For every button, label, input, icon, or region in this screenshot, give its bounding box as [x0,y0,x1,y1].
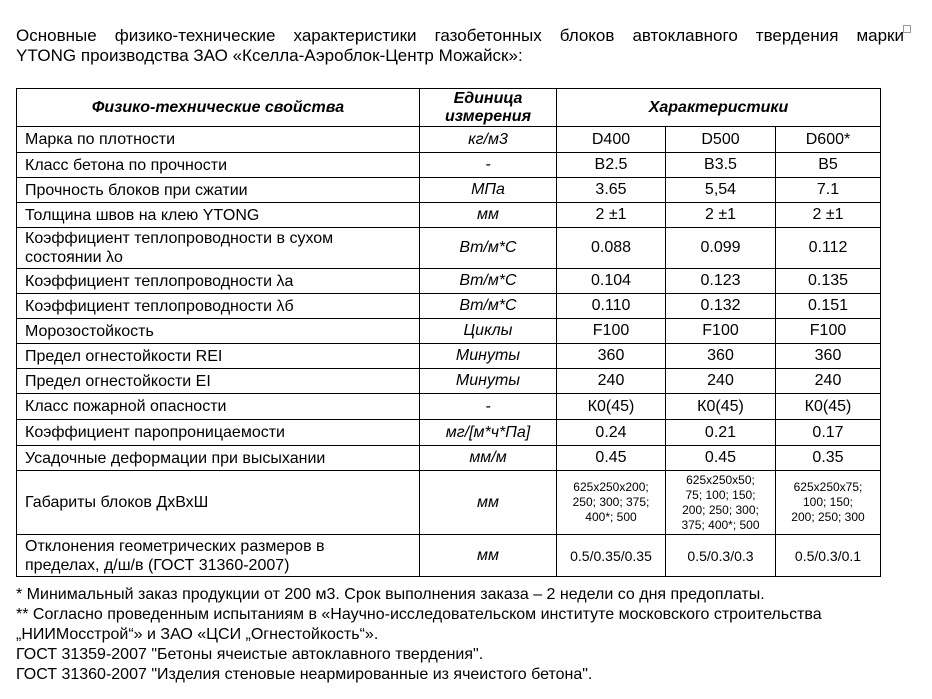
row-value-3: 0.35 [776,446,881,471]
row-unit: Вт/м*С [420,269,557,294]
row-value-3: 7.1 [776,178,881,203]
row-unit: Минуты [420,369,557,394]
row-value-3 [776,471,881,535]
row-unit: мм [420,471,557,535]
table-row [17,153,881,178]
row-value-2: К0(45) [666,394,776,420]
row-property: Класс пожарной опасности [17,394,420,420]
row-unit: - [420,394,557,420]
row-property: Толщина швов на клею YTONG [17,203,420,228]
row-value-2: 0.132 [666,294,776,319]
intro-line-1: Основные физико-технические характеристики газобетонных блоков автоклавного твердения марки [16,26,904,45]
row-property-line-1: Коэффициент теплопроводности в сухом [25,230,334,247]
row-unit: кг/м3 [420,127,557,153]
table-row [17,294,881,319]
row-value-3: 0.17 [776,420,881,446]
row-value-3: 0.151 [776,294,881,319]
intro-line-2: YTONG производства ЗАО «Кселла-Аэроблок-Центр Можайск»: [16,46,523,65]
table-row [17,369,881,394]
row-value-2: 0.5/0.3/0.3 [666,535,776,577]
row-value-3: 0.5/0.3/0.1 [776,535,881,577]
row-value-3: B5 [776,153,881,178]
row-unit: мм [420,535,557,577]
row-unit: Циклы [420,319,557,344]
corner-mark [903,25,911,33]
dimension-line: 625х250х75; [793,480,863,494]
dimension-line: 250; 300; 375; [572,495,650,509]
table-row [17,269,881,294]
table-row [17,203,881,228]
row-value-3: 2 ±1 [776,203,881,228]
row-value-1: 0.24 [557,420,666,446]
row-property-line-2: пределах, д/ш/в (ГОСТ 31360-2007) [25,556,290,574]
table-row [17,228,881,269]
row-unit: мм/м [420,446,557,471]
row-value-3: 360 [776,344,881,369]
dimension-line: 200; 250; 300; [682,502,759,517]
row-property: Коэффициент теплопроводности λа [17,269,420,294]
dimension-line: 75; 100; 150; [685,487,756,502]
footnotes [16,585,916,685]
row-value-3: F100 [776,319,881,344]
row-property: Прочность блоков при сжатии [17,178,420,203]
row-value-1: 0.45 [557,446,666,471]
dimension-line: 375; 400*; 500 [681,517,760,532]
row-value-2: 240 [666,369,776,394]
row-value-2: 0.21 [666,420,776,446]
header-unit [420,89,557,127]
row-value-3: D600* [776,127,881,153]
header-property: Физико-технические свойства [17,89,420,127]
table-row [17,344,881,369]
row-value-2: 2 ±1 [666,203,776,228]
dimension-line: 100; 150; [802,495,854,509]
row-value-2: 0.45 [666,446,776,471]
row-property [17,535,420,577]
row-property: Предел огнестойкости EI [17,369,420,394]
header-unit-line-1: Единица [453,89,523,107]
row-unit: - [420,153,557,178]
table-row [17,535,881,577]
table-row [17,394,881,420]
row-unit: мг/[м*ч*Па] [420,420,557,446]
row-value-1: 360 [557,344,666,369]
dimension-line: 625х250х50; [686,472,755,487]
row-value-1: К0(45) [557,394,666,420]
row-unit: Вт/м*С [420,294,557,319]
row-value-1 [557,471,666,535]
table-row [17,471,881,535]
properties-table [16,88,881,577]
header-unit-line-2: измерения [445,107,531,125]
row-value-2: 5,54 [666,178,776,203]
intro-paragraph [16,26,904,66]
row-value-1: 3.65 [557,178,666,203]
row-property: Марка по плотности [17,127,420,153]
row-value-2: F100 [666,319,776,344]
table-row [17,446,881,471]
row-unit: мм [420,203,557,228]
row-value-1: 240 [557,369,666,394]
row-value-1: 0.110 [557,294,666,319]
table-row [17,178,881,203]
header-characteristics: Характеристики [557,89,881,127]
row-property: Морозостойкость [17,319,420,344]
row-property: Габариты блоков ДхВхШ [17,471,420,535]
row-value-1: 0.5/0.35/0.35 [557,535,666,577]
row-property: Коэффициент теплопроводности λб [17,294,420,319]
row-value-3: К0(45) [776,394,881,420]
table-row [17,319,881,344]
row-value-1: B2.5 [557,153,666,178]
row-property: Усадочные деформации при высыхании [17,446,420,471]
row-value-3: 240 [776,369,881,394]
footnote-tests-continued: „НИИМосстрой“» и ЗАО «ЦСИ „Огнестойкость“». [16,626,379,643]
table-row [17,420,881,446]
row-value-2: 0.123 [666,269,776,294]
row-value-2: D500 [666,127,776,153]
table-row [17,127,881,153]
row-value-2: B3.5 [666,153,776,178]
footnote-min-order: * Минимальный заказ продукции от 200 м3. Срок выполнения заказа – 2 недели со дня предоплаты. [16,586,765,603]
row-property: Предел огнестойкости REI [17,344,420,369]
row-value-2: 360 [666,344,776,369]
row-unit: Минуты [420,344,557,369]
row-value-2: 0.099 [666,228,776,269]
row-value-1: F100 [557,319,666,344]
row-unit: Вт/м*С [420,228,557,269]
dimension-line: 200; 250; 300 [791,510,865,524]
row-property-line-1: Отклонения геометрических размеров в [25,537,325,555]
row-value-1: 0.104 [557,269,666,294]
row-property: Класс бетона по прочности [17,153,420,178]
row-value-2 [666,471,776,535]
row-property [17,228,420,269]
row-value-1: 0.088 [557,228,666,269]
row-value-1: D400 [557,127,666,153]
row-value-3: 0.135 [776,269,881,294]
row-value-3: 0.112 [776,228,881,269]
row-property-line-2: состоянии λо [25,249,123,266]
row-property: Коэффициент паропроницаемости [17,420,420,446]
row-unit: МПа [420,178,557,203]
table-header-row [17,89,881,127]
row-value-1: 2 ±1 [557,203,666,228]
dimension-line: 625х250х200; [573,480,649,494]
dimension-line: 400*; 500 [585,510,637,524]
footnote-tests: ** Согласно проведенным испытаниям в «Научно-исследовательском институте московского строительства [16,606,822,623]
gost-31359: ГОСТ 31359-2007 "Бетоны ячеистые автоклавного твердения". [16,646,484,663]
gost-31360: ГОСТ 31360-2007 "Изделия стеновые неармированные из ячеистого бетона". [16,666,593,683]
